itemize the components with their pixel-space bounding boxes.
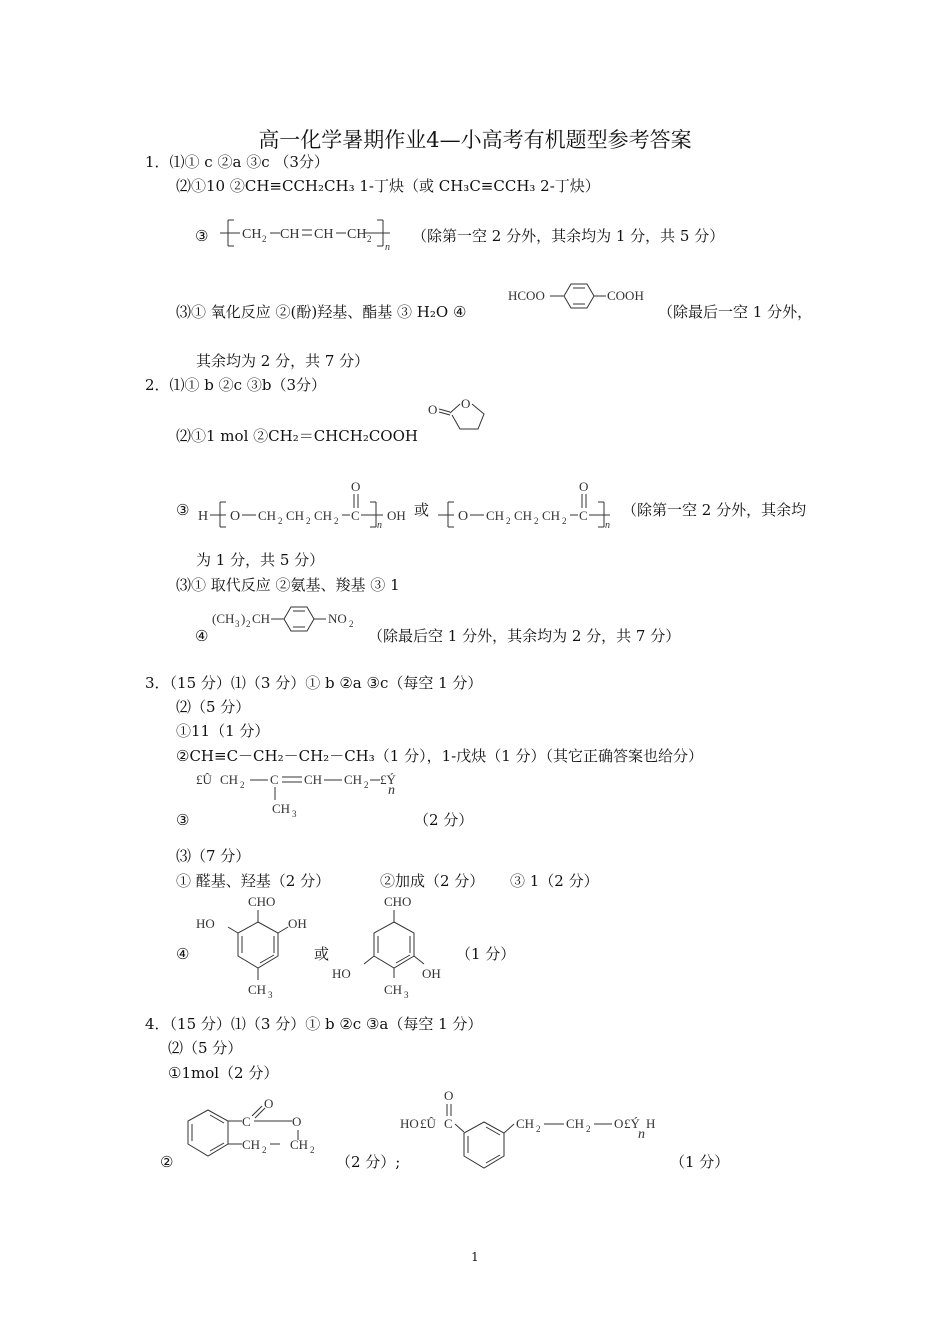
q2-p1-ch-c: CH <box>314 508 333 523</box>
q3-or: 或 <box>314 945 330 963</box>
q4-score-1: （2 分）; <box>336 1153 401 1171</box>
q2-sub-3: 3 <box>235 619 240 629</box>
q2-p2-sub-b: 2 <box>534 516 539 526</box>
q2-p2-n: n <box>605 520 610 531</box>
q4-line-2: ⑵（5 分） <box>168 1039 243 1057</box>
q3-line-7a: ① 醛基、羟基（2 分） <box>176 872 331 890</box>
q4-line-4-num: ② <box>160 1153 174 1171</box>
q2-lactone-structure <box>428 396 498 436</box>
q1-polymer-structure <box>220 212 410 252</box>
q2-nitro-structure <box>212 603 372 637</box>
q3-ch2: CH <box>220 772 239 787</box>
q3-line-7c: ③ 1（2 分） <box>510 872 599 890</box>
q3-polymer-structure <box>196 766 416 820</box>
q2-p1-sub-a: 2 <box>278 516 283 526</box>
q3-s1-cho: CHO <box>248 894 276 909</box>
q3-line-1: 3．（15 分）⑴（3 分）① b ②a ③c（每空 1 分） <box>145 674 483 692</box>
q1-line-4-note: （除最后一空 1 分外， <box>658 303 813 321</box>
q2-line-5: ⑶① 取代反应 ②氨基、羧基 ③ 1 <box>176 576 400 594</box>
q4-s1-sub-b: 2 <box>310 1145 315 1155</box>
q1-line-2: ⑵①10 ②CH≡CCH₂CH₃ 1-丁炔（或 CH₃C≡CCH₃ 2-丁炔） <box>176 177 600 195</box>
q4-structure-2 <box>400 1086 670 1166</box>
q4-line-1: 4．（15 分）⑴（3 分）① b ②c ③a（每空 1 分） <box>145 1015 483 1033</box>
q4-s2-h: H <box>646 1116 656 1131</box>
q2-p1-ch-a: CH <box>258 508 277 523</box>
q4-s2-ch2-a: CH <box>516 1116 535 1131</box>
q3-line-3: ①11（1 分） <box>176 722 270 740</box>
q2-sub-no: 2 <box>349 619 354 629</box>
q1-line-5: 其余均为 2 分，共 7 分） <box>196 352 370 370</box>
q3-s1-sub: 3 <box>268 990 273 1000</box>
q4-s1-ch2-b: CH <box>290 1137 309 1152</box>
q2-p2-ch-a: CH <box>486 508 505 523</box>
q4-s2-o: O <box>614 1116 624 1131</box>
q2-p2-ox: O <box>579 479 589 494</box>
q2-sub-2: 2 <box>246 619 251 629</box>
q1-ch-2: CH <box>314 227 334 242</box>
q3-s1-oh: OH <box>288 916 307 931</box>
q2-p1-sub-c: 2 <box>334 516 339 526</box>
q3-structure-2 <box>332 892 452 1000</box>
q4-s1-c: C <box>242 1114 251 1129</box>
q4-s2-open: £Û <box>420 1116 436 1131</box>
q3-s2-cho: CHO <box>384 894 412 909</box>
q2-p2-c: C <box>579 508 588 523</box>
q2-line-1: 2．⑴① b ②c ③b（3分） <box>145 376 326 394</box>
q4-s2-ch2-b: CH <box>566 1116 585 1131</box>
q4-s1-o: O <box>292 1114 302 1129</box>
q1-ch-1: CH <box>280 227 300 242</box>
q2-no: NO <box>328 611 347 626</box>
q2-polymer-1 <box>198 479 413 531</box>
q3-s1-ho: HO <box>196 916 215 931</box>
q3-line-5-score: （2 分） <box>414 811 474 829</box>
q3-sub-3: 3 <box>292 809 297 819</box>
q2-p1-o: O <box>230 509 241 524</box>
q3-close: £Ý <box>380 772 396 787</box>
q2-paren-close: ) <box>241 611 246 626</box>
q2-line-4: 为 1 分，共 5 分） <box>196 551 325 569</box>
q1-line-3-num: ③ <box>195 227 209 245</box>
q2-polymer-2 <box>438 479 618 531</box>
q3-ch: CH <box>304 772 323 787</box>
q4-structure-1 <box>180 1096 330 1166</box>
q4-score-2: （1 分） <box>670 1153 730 1171</box>
q4-s1-ch2-a: CH <box>242 1137 261 1152</box>
q2-line-6-num: ④ <box>195 627 209 645</box>
q3-line-8-num: ④ <box>176 945 190 963</box>
q4-line-3: ①1mol（2 分） <box>168 1064 279 1082</box>
q2-line-3-note: （除第一空 2 分外，其余均 <box>622 501 807 519</box>
q3-structure-1 <box>196 892 316 1000</box>
q1-sub-a: 2 <box>262 234 267 244</box>
q2-p2-sub-c: 2 <box>562 516 567 526</box>
q1-ch2-b: CH <box>347 227 367 242</box>
q2-ch: CH <box>252 611 271 626</box>
q4-s2-sub-b: 2 <box>586 1124 591 1134</box>
q3-line-4: ②CH≡C－CH₂－CH₂－CH₃（1 分），1-戊炔（1 分）（其它正确答案也给分） <box>176 747 704 765</box>
q2-or: 或 <box>414 501 430 519</box>
q2-p1-ch-b: CH <box>286 508 305 523</box>
q4-s2-sub-a: 2 <box>536 1124 541 1134</box>
q3-line-8-score: （1 分） <box>456 945 516 963</box>
q2-p1-sub-b: 2 <box>306 516 311 526</box>
q3-ch2-b: CH <box>344 772 363 787</box>
q1-ch2-a: CH <box>242 227 262 242</box>
q1-hcoo: HCOO <box>508 288 545 303</box>
q3-s2-sub: 3 <box>404 990 409 1000</box>
q2-line-3-num: ③ <box>176 501 190 519</box>
q2-p1-n: n <box>377 520 382 531</box>
q3-n: n <box>388 783 395 798</box>
q3-line-7b: ②加成（2 分） <box>380 872 485 890</box>
q1-benzene-ester-acid <box>508 280 658 314</box>
q2-ch3-open: (CH <box>212 611 235 626</box>
q4-s2-ox: O <box>444 1088 454 1103</box>
q2-p2-ch-b: CH <box>514 508 533 523</box>
q3-line-6: ⑶（7 分） <box>176 847 251 865</box>
q2-p1-c: C <box>351 508 360 523</box>
q4-s1-ox: O <box>264 1096 274 1111</box>
q4-s2-n: n <box>638 1127 645 1142</box>
q2-lactone-ring-o: O <box>461 396 471 411</box>
q4-s2-c: C <box>444 1116 453 1131</box>
q4-s2-close: £Ý <box>624 1116 640 1131</box>
q1-n: n <box>385 242 390 253</box>
q1-line-4: ⑶① 氧化反应 ②(酚)羟基、酯基 ③ H₂O ④ <box>176 303 467 321</box>
q2-p1-h: H <box>198 509 209 524</box>
q3-line-2: ⑵（5 分） <box>176 698 251 716</box>
q3-open: £Û <box>196 772 212 787</box>
q3-c: C <box>270 772 279 787</box>
q2-p2-sub-a: 2 <box>506 516 511 526</box>
q2-p2-ch-c: CH <box>542 508 561 523</box>
q2-p2-o: O <box>458 509 469 524</box>
page-number: 1 <box>471 1250 479 1264</box>
q3-s2-oh: OH <box>422 966 441 981</box>
q3-s2-ho: HO <box>332 966 351 981</box>
q2-line-6-note: （除最后空 1 分外，其余均为 2 分，共 7 分） <box>368 627 681 645</box>
q4-s2-ho: HO <box>400 1116 419 1131</box>
q2-p1-oh: OH <box>387 508 406 523</box>
q3-line-5-num: ③ <box>176 811 190 829</box>
q3-s2-ch3: CH <box>384 982 403 997</box>
q2-p1-ox: O <box>351 479 361 494</box>
q1-cooh: COOH <box>607 288 644 303</box>
page-title: 高一化学暑期作业4—小高考有机题型参考答案 <box>258 128 692 152</box>
q3-sub-a: 2 <box>240 780 245 790</box>
q3-ch3: CH <box>272 801 291 816</box>
q3-s1-ch3: CH <box>248 982 267 997</box>
q1-sub-b: 2 <box>367 234 372 244</box>
q2-line-2: ⑵①1 mol ②CH₂＝CHCH₂COOH <box>176 427 418 445</box>
q1-line-3-note: （除第一空 2 分外，其余均为 1 分，共 5 分） <box>412 227 725 245</box>
q2-lactone-carbonyl-o: O <box>428 402 438 417</box>
q1-line-1: 1．⑴① c ②a ③c （3分） <box>145 153 329 171</box>
q3-sub-b: 2 <box>364 780 369 790</box>
q4-s1-sub-a: 2 <box>262 1145 267 1155</box>
